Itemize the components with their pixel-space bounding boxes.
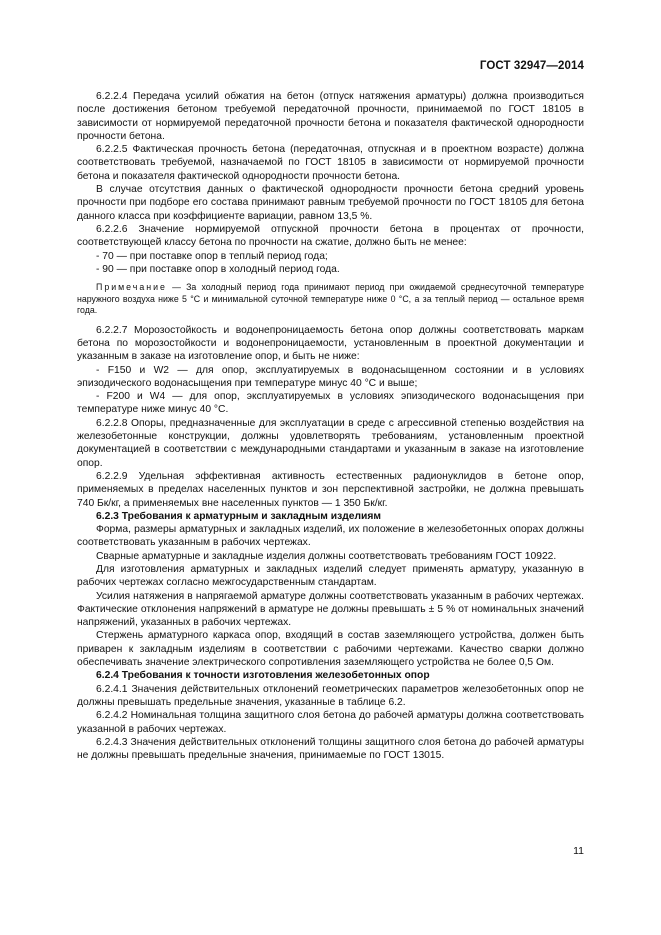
paragraph-6-2-4-1: 6.2.4.1 Значения действительных отклонений геометрических параметров железобетонных опор не должны превышать предельные значения, указанные в таблице 6.2. xyxy=(77,683,584,708)
page-number: 11 xyxy=(573,845,584,857)
paragraph-reinforcement: Для изготовления арматурных и закладных изделий следует применять арматуру, указанную в рабочих чертежах согласно межгосударственным стандартам. xyxy=(77,564,584,589)
paragraph-6-2-4-3: 6.2.4.3 Значения действительных отклонений толщины защитного слоя бетона до рабочей арматуры не должны превышать предельные значения, принимаемые по ГОСТ 13015. xyxy=(77,736,584,762)
note-text: — За холодный период года принимают период при ожидаемой среднесуточной температуре наружного воздуха ниже 5 °С и минимальной суточной температуре ниже 0 °С, а за теплый период — остальное время года. xyxy=(77,282,584,316)
document-body xyxy=(77,90,584,762)
paragraph-tension-forces: Усилия натяжения в напрягаемой арматуре должны соответствовать указанным в рабочих чертежах. Фактические отклонения напряжений в арматуре не должны превышать ± 5 % от номинальных значений напряжений, указанных в рабочих чертежах. xyxy=(77,590,584,629)
note xyxy=(77,282,584,317)
note-label: Примечание xyxy=(96,282,167,293)
section-heading-6-2-4: 6.2.4 Требования к точности изготовления железобетонных опор xyxy=(96,670,430,682)
paragraph-6-2-2-4: 6.2.2.4 Передача усилий обжатия на бетон (отпуск натяжения арматуры) должна производиться после достижения бетоном требуемой передаточной прочности, принимаемой по ГОСТ 18105 в зависимости от нормируемой передаточной прочности бетона и показателя фактической однородности прочности бетона. xyxy=(77,91,584,142)
standard-header: ГОСТ 32947—2014 xyxy=(479,60,584,72)
paragraph-6-2-2-9: 6.2.2.9 Удельная эффективная активность естественных радионуклидов в бетоне опор, применяемых в пределах населенных пунктов и зон перспективной застройки, не должна превышать 740 Бк/кг, а применяемых вне населенных пунктов — 1 350 Бк/кг. xyxy=(77,470,584,509)
list-item: - 70 — при поставке опор в теплый период года; xyxy=(96,250,328,262)
paragraph-6-2-2-7: 6.2.2.7 Морозостойкость и водонепроницаемость бетона опор должны соответствовать маркам бетона по морозостойкости и водонепроницаемости, установленным в проектной документации и указанным в заказе на изготовление опор, и быть не ниже: xyxy=(77,324,584,363)
list-item: - 90 — при поставке опор в холодный период года. xyxy=(96,263,340,275)
paragraph-welded-products: Сварные арматурные и закладные изделия должны соответствовать требованиям ГОСТ 10922. xyxy=(96,550,557,562)
section-heading-6-2-3: 6.2.3 Требования к арматурным и закладным изделиям xyxy=(96,510,381,522)
paragraph-strength-level: В случае отсутствия данных о фактической однородности прочности бетона средний уровень прочности при подборе его состава принимают равным требуемой прочности по ГОСТ 18105 для бетона данного класса при коэффициенте вариации, равном 13,5 %. xyxy=(77,184,584,222)
list-item: - F200 и W4 — для опор, эксплуатируемых в условиях эпизодического водонасыщения при температуре ниже минус 40 °С. xyxy=(77,391,584,416)
list-item: - F150 и W2 — для опор, эксплуатируемых в водонасыщенном состоянии и в условиях эпизодического водонасыщения при температуре минус 40 °С и выше; xyxy=(77,364,584,389)
paragraph-6-2-4-2: 6.2.4.2 Номинальная толщина защитного слоя бетона до рабочей арматуры должна соответствовать указанной в рабочих чертежах. xyxy=(77,710,584,735)
paragraph-6-2-2-6: 6.2.2.6 Значение нормируемой отпускной прочности бетона в процентах от прочности, соответствующей классу бетона по прочности на сжатие, должно быть не менее: xyxy=(77,223,584,249)
paragraph-6-2-2-8: 6.2.2.8 Опоры, предназначенные для эксплуатации в среде с агрессивной степенью воздействия на железобетонные конструкции, должны удовлетворять требованиям, установленным проектной документацией в соответствии с международными стандартами и указанным в заказе на изготовление опор. xyxy=(77,417,584,469)
paragraph-form-sizes: Форма, размеры арматурных и закладных изделий, их положение в железобетонных опорах должны соответствовать указанным в рабочих чертежах. xyxy=(77,524,584,549)
paragraph-6-2-2-5: 6.2.2.5 Фактическая прочность бетона (передаточная, отпускная и в проектном возрасте) должна соответствовать требуемой, назначаемой по ГОСТ 18105 в зависимости от нормируемой прочности бетона и показателя фактической однородности прочности бетона. xyxy=(77,144,584,182)
paragraph-grounding: Стержень арматурного каркаса опор, входящий в состав заземляющего устройства, должен быть приварен к закладным изделиям в соответствии с рабочими чертежами. Качество сварки должно обеспечивать значение электрического сопротивления заземляющего устройства не более 0,5 Ом. xyxy=(77,630,584,669)
